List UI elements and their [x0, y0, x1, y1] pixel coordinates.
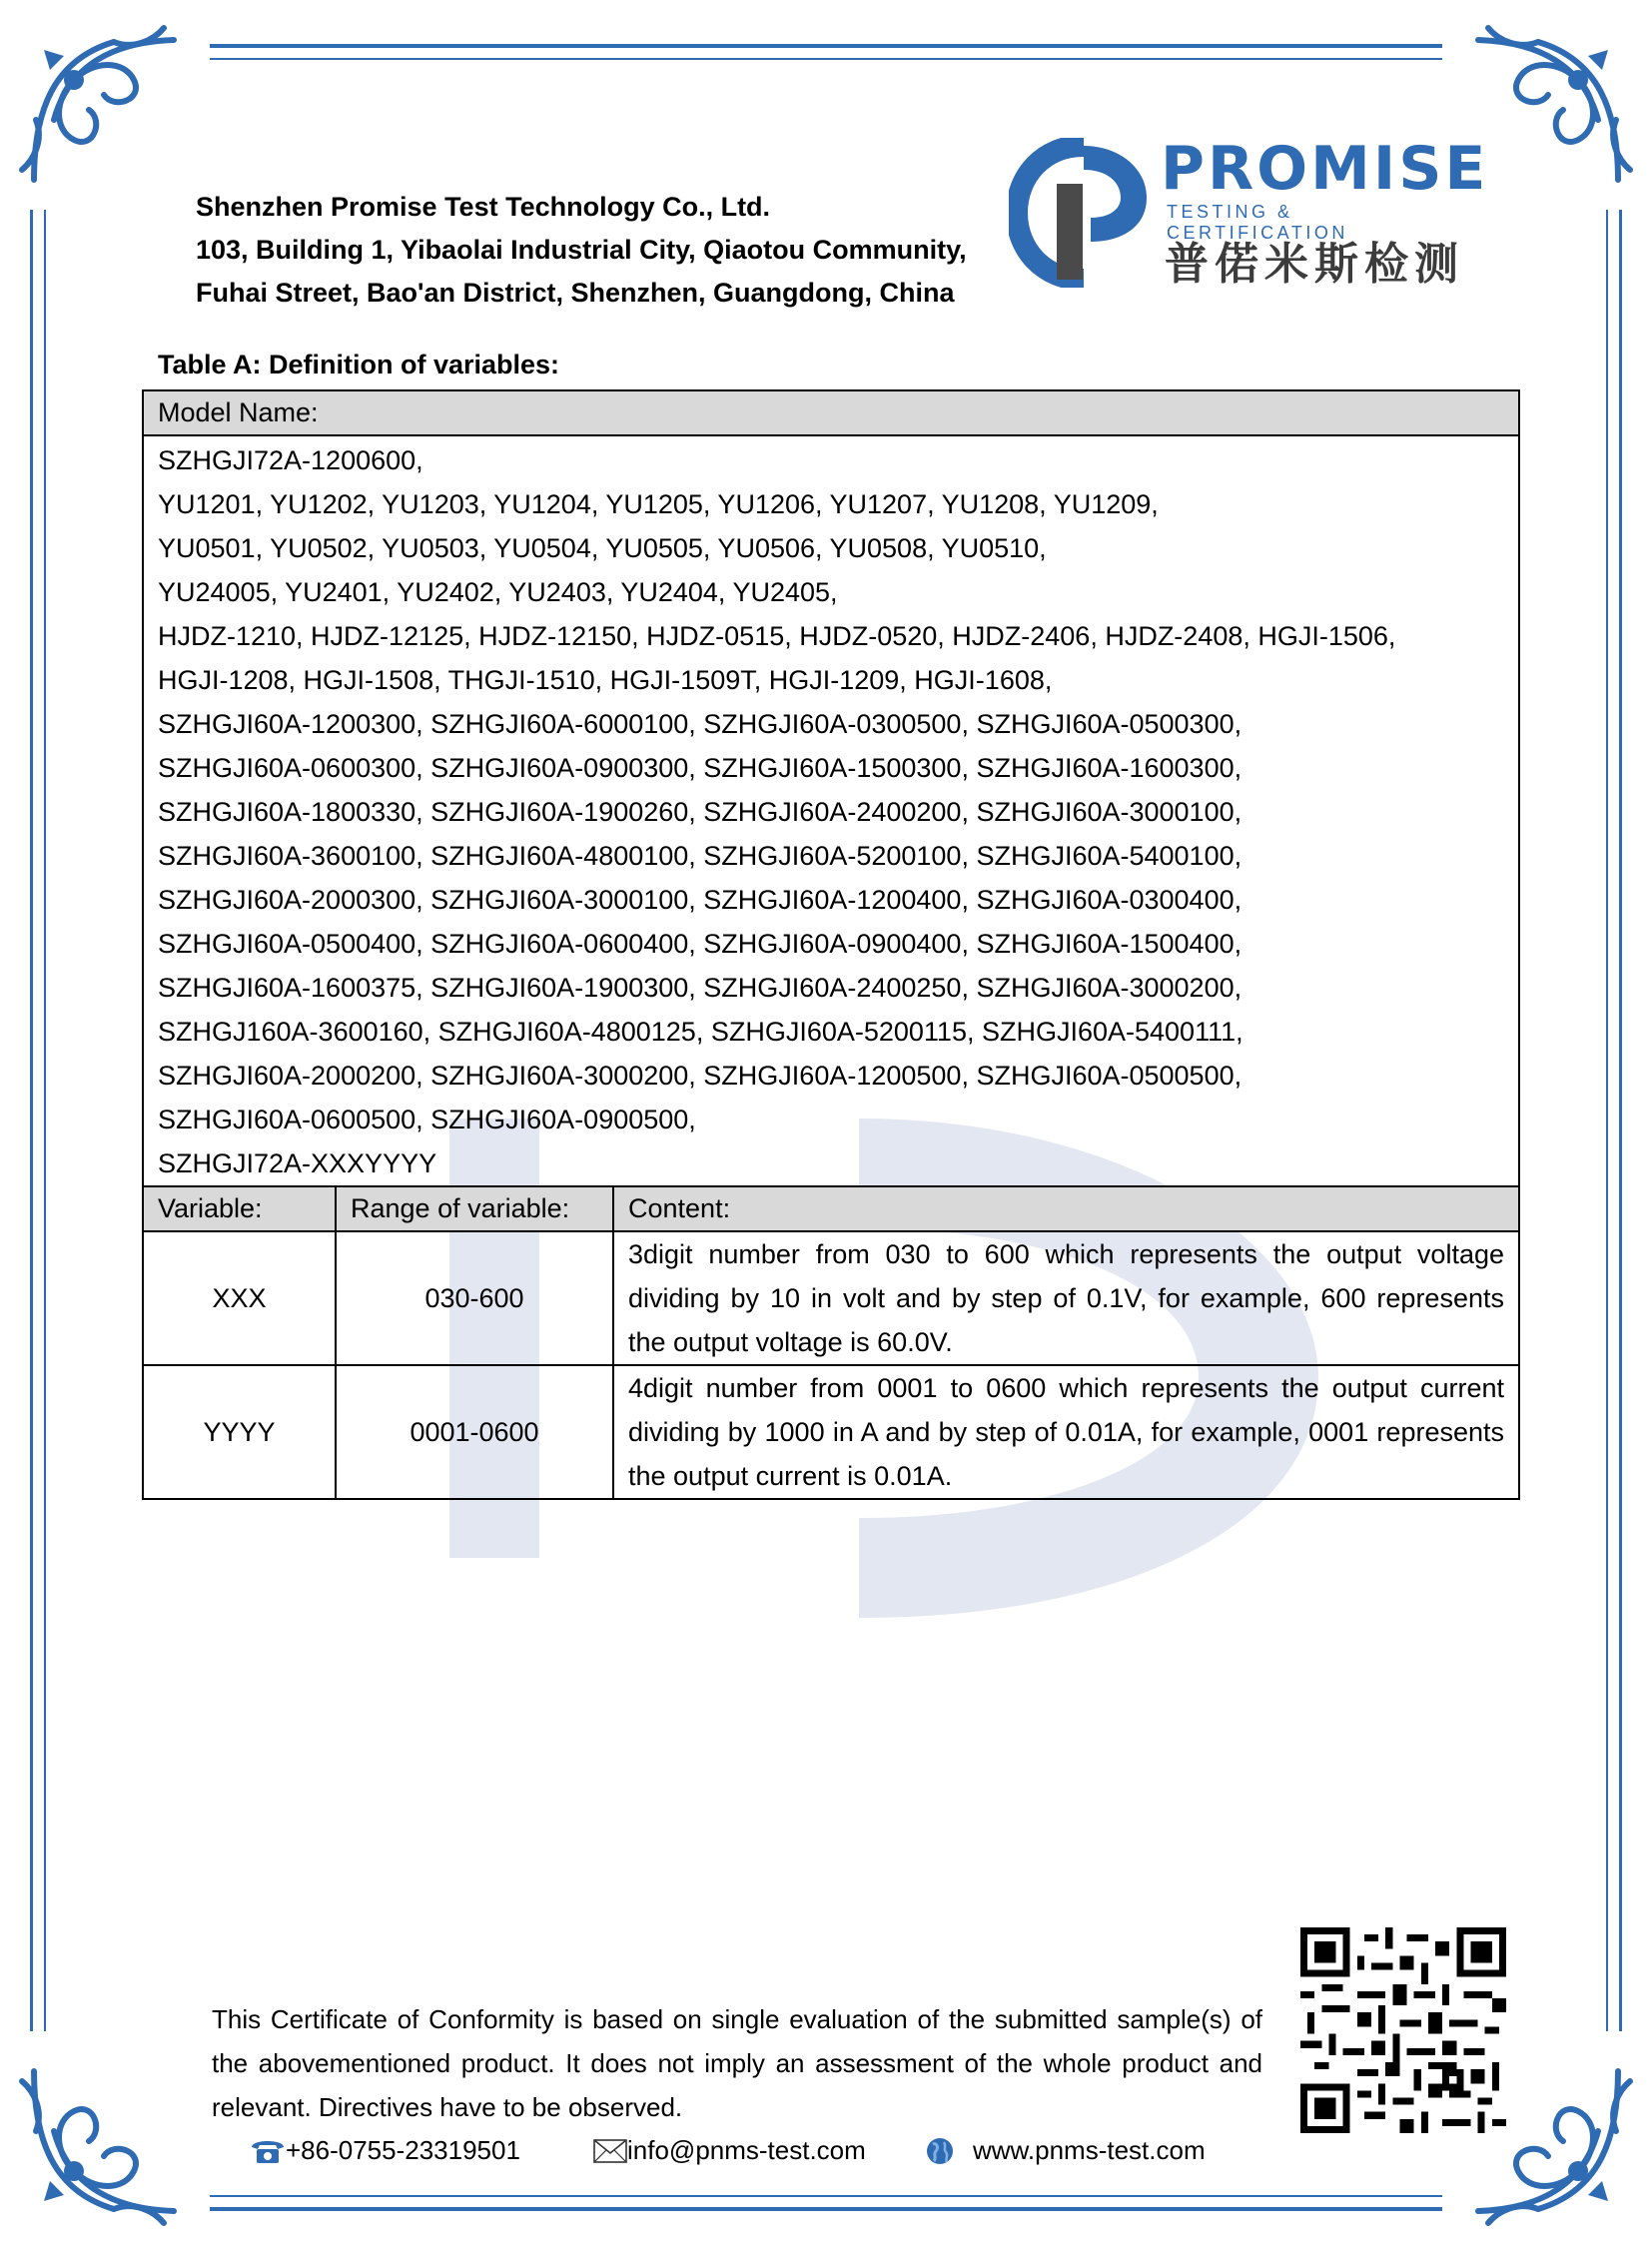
- column-header-content: Content:: [613, 1186, 1519, 1231]
- border-left-line: [30, 210, 33, 2031]
- model-line: YU0501, YU0502, YU0503, YU0504, YU0505, YU0506, YU0508, YU0510,: [158, 533, 1047, 563]
- model-line: SZHGJI60A-0600300, SZHGJI60A-0900300, SZHGJI60A-1500300, SZHGJI60A-1600300,: [158, 753, 1242, 783]
- promise-logo-mark: [1009, 138, 1159, 288]
- content-cell: 4digit number from 0001 to 0600 which represents the output current dividing by 1000 in A and by step of 0.01A, for example, 0001 represents the output current is 0.01A.: [613, 1365, 1519, 1499]
- border-top-line: [210, 44, 1442, 48]
- border-right-line: [1619, 210, 1622, 2031]
- model-line: SZHGJI60A-1600375, SZHGJI60A-1900300, SZHGJI60A-2400250, SZHGJI60A-3000200,: [158, 973, 1242, 1003]
- model-line: SZHGJI72A-XXXYYYY: [158, 1148, 437, 1178]
- company-address-block: [196, 186, 967, 315]
- range-cell: 030-600: [336, 1231, 613, 1365]
- border-bottom-line: [210, 2207, 1442, 2211]
- model-name-header: Model Name:: [143, 390, 1519, 435]
- model-line: SZHGJI60A-1200300, SZHGJI60A-6000100, SZHGJI60A-0300500, SZHGJI60A-0500300,: [158, 709, 1242, 739]
- variable-cell: XXX: [143, 1231, 336, 1365]
- website-url: www.pnms-test.com: [973, 2135, 1206, 2165]
- border-bottom-line-inner: [210, 2195, 1442, 2197]
- model-line: SZHGJI60A-2000300, SZHGJI60A-3000100, SZHGJI60A-1200400, SZHGJI60A-0300400,: [158, 885, 1242, 915]
- table-row: [143, 1365, 1519, 1499]
- model-line: HGJI-1208, HGJI-1508, THGJI-1510, HGJI-1509T, HGJI-1209, HGJI-1608,: [158, 665, 1053, 695]
- range-cell: 0001-0600: [336, 1365, 613, 1499]
- model-line: SZHGJI60A-2000200, SZHGJI60A-3000200, SZHGJI60A-1200500, SZHGJI60A-0500500,: [158, 1061, 1242, 1091]
- table-row: [143, 1231, 1519, 1365]
- certificate-disclaimer: This Certificate of Conformity is based on single evaluation of the submitted sample(s) of the abovementioned product. It does not imply an assessment of the whole product and relevant. Directives have to be observed.: [212, 2004, 1262, 2122]
- phone-number: +86-0755-23319501: [286, 2135, 520, 2165]
- globe-icon: [925, 2136, 955, 2166]
- company-address-line-1: 103, Building 1, Yibaolai Industrial City, Qiaotou Community,: [196, 235, 967, 265]
- border-left-line-inner: [44, 210, 46, 2031]
- phone-contact[interactable]: [250, 2135, 520, 2166]
- variable-cell: YYYY: [143, 1365, 336, 1499]
- model-line: YU24005, YU2401, YU2402, YU2403, YU2404, YU2405,: [158, 577, 838, 607]
- content-cell: 3digit number from 030 to 600 which represents the output voltage dividing by 10 in volt and by step of 0.1V, for example, 600 represents the output voltage is 60.0V.: [613, 1231, 1519, 1365]
- model-line: SZHGJ160A-3600160, SZHGJI60A-4800125, SZHGJI60A-5200115, SZHGJI60A-5400111,: [158, 1017, 1243, 1047]
- email-contact[interactable]: [593, 2135, 866, 2166]
- logo-tagline: TESTING & CERTIFICATION: [1167, 202, 1348, 243]
- column-header-range: Range of variable:: [336, 1186, 613, 1231]
- company-name: Shenzhen Promise Test Technology Co., Ltd.: [196, 192, 771, 222]
- model-line: SZHGJI72A-1200600,: [158, 445, 423, 475]
- logo-chinese-name: 普偌米斯检测: [1165, 240, 1464, 289]
- promise-logo: [1009, 134, 1489, 289]
- border-top-line-inner: [210, 58, 1442, 60]
- model-line: YU1201, YU1202, YU1203, YU1204, YU1205, YU1206, YU1207, YU1208, YU1209,: [158, 489, 1159, 519]
- qr-code[interactable]: [1300, 1927, 1506, 2133]
- model-line: HJDZ-1210, HJDZ-12125, HJDZ-12150, HJDZ-0515, HJDZ-0520, HJDZ-2406, HJDZ-2408, HGJI-1506,: [158, 621, 1396, 651]
- model-line: SZHGJI60A-3600100, SZHGJI60A-4800100, SZHGJI60A-5200100, SZHGJI60A-5400100,: [158, 841, 1242, 871]
- company-address-line-2: Fuhai Street, Bao'an District, Shenzhen, Guangdong, China: [196, 278, 955, 308]
- corner-ornament-bottom-left: [14, 2051, 194, 2231]
- border-right-line-inner: [1606, 210, 1608, 2031]
- email-address: info@pnms-test.com: [627, 2135, 866, 2165]
- envelope-icon: [593, 2138, 627, 2164]
- corner-ornament-top-left: [14, 20, 194, 200]
- table-title: Table A: Definition of variables:: [158, 350, 560, 379]
- telephone-icon: [250, 2137, 286, 2165]
- model-list-cell: [143, 435, 1519, 1186]
- model-line: SZHGJI60A-1800330, SZHGJI60A-1900260, SZHGJI60A-2400200, SZHGJI60A-3000100,: [158, 797, 1242, 827]
- model-line: SZHGJI60A-0600500, SZHGJI60A-0900500,: [158, 1105, 696, 1134]
- variables-definition-table: [142, 389, 1520, 1500]
- column-header-variable: Variable:: [143, 1186, 336, 1231]
- logo-wordmark: PROMISE: [1161, 134, 1489, 204]
- website-contact[interactable]: [925, 2135, 1206, 2166]
- model-line: SZHGJI60A-0500400, SZHGJI60A-0600400, SZHGJI60A-0900400, SZHGJI60A-1500400,: [158, 929, 1242, 959]
